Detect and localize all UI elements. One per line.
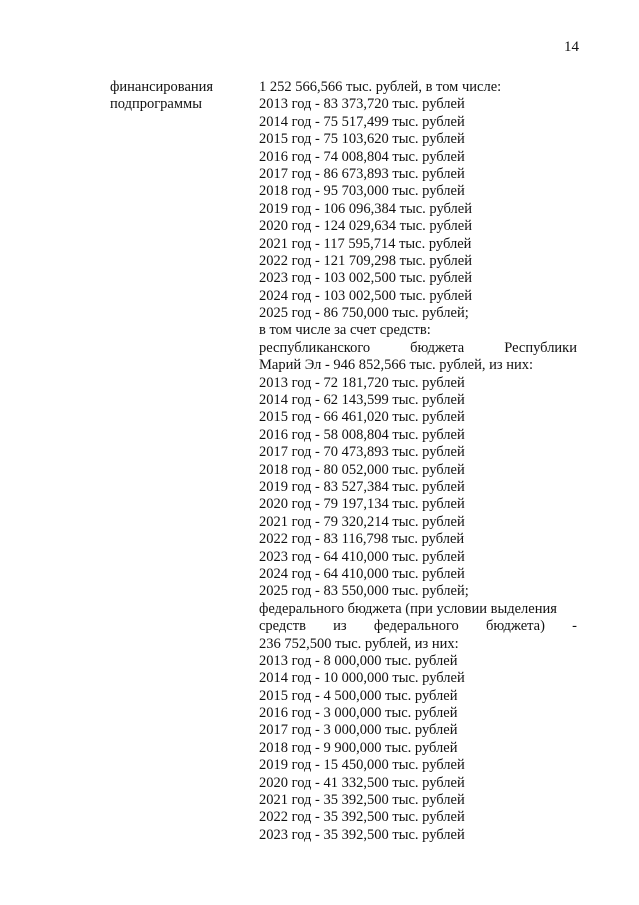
- federal-year-row: 2017 год - 3 000,000 тыс. рублей: [259, 722, 458, 739]
- republican-year-row: 2017 год - 70 473,893 тыс. рублей: [259, 444, 465, 461]
- total-year-row: 2025 год - 86 750,000 тыс. рублей;: [259, 305, 469, 322]
- republican-year-row: 2024 год - 64 410,000 тыс. рублей: [259, 565, 465, 582]
- heading-word: республиканского: [259, 339, 371, 356]
- republican-year-row: 2022 год - 83 116,798 тыс. рублей: [259, 531, 465, 548]
- total-year-row: 2024 год - 103 002,500 тыс. рублей: [259, 287, 472, 304]
- heading-word: бюджета: [410, 339, 465, 356]
- total-year-row: 2015 год - 75 103,620 тыс. рублей: [259, 131, 465, 148]
- federal-budget-heading-cont: [259, 618, 577, 635]
- page-number: 14: [564, 39, 579, 55]
- total-year-row: 2013 год - 83 373,720 тыс. рублей: [259, 96, 465, 113]
- total-year-row: 2016 год - 74 008,804 тыс. рублей: [259, 148, 465, 165]
- federal-year-row: 2015 год - 4 500,000 тыс. рублей: [259, 687, 458, 704]
- republican-year-row: 2014 год - 62 143,599 тыс. рублей: [259, 392, 465, 409]
- republican-year-row: 2020 год - 79 197,134 тыс. рублей: [259, 496, 465, 513]
- federal-year-row: 2022 год - 35 392,500 тыс. рублей: [259, 809, 465, 826]
- federal-budget-total: 236 752,500 тыс. рублей, из них:: [259, 635, 459, 652]
- funding-total: 1 252 566,566 тыс. рублей, в том числе:: [259, 79, 502, 95]
- republican-year-row: 2025 год - 83 550,000 тыс. рублей;: [259, 583, 469, 600]
- heading-word: бюджета): [486, 618, 545, 635]
- republican-by-year-list: [259, 375, 577, 601]
- total-year-row: 2020 год - 124 029,634 тыс. рублей: [259, 218, 472, 235]
- heading-word: федерального: [373, 618, 459, 635]
- federal-year-row: 2018 год - 9 900,000 тыс. рублей: [259, 739, 458, 756]
- republican-year-row: 2023 год - 64 410,000 тыс. рублей: [259, 548, 465, 565]
- federal-year-row: 2023 год - 35 392,500 тыс. рублей: [259, 826, 465, 843]
- republican-year-row: 2019 год - 83 527,384 тыс. рублей: [259, 478, 465, 495]
- republican-year-row: 2015 год - 66 461,020 тыс. рублей: [259, 409, 465, 426]
- row-label-line: подпрограммы: [110, 96, 202, 113]
- republican-budget-total: Марий Эл - 946 852,566 тыс. рублей, из них:: [259, 357, 534, 374]
- total-year-row: 2018 год - 95 703,000 тыс. рублей: [259, 183, 465, 200]
- total-by-year-list: [259, 96, 577, 322]
- federal-budget-heading: федерального бюджета (при условии выделения: [259, 600, 557, 617]
- heading-word: -: [572, 618, 577, 635]
- republican-year-row: 2016 год - 58 008,804 тыс. рублей: [259, 426, 465, 443]
- republican-year-row: 2018 год - 80 052,000 тыс. рублей: [259, 461, 465, 478]
- total-year-row: 2019 год - 106 096,384 тыс. рублей: [259, 200, 472, 217]
- federal-year-row: 2021 год - 35 392,500 тыс. рублей: [259, 792, 465, 809]
- total-year-row: 2021 год - 117 595,714 тыс. рублей: [259, 235, 472, 252]
- total-year-row: 2023 год - 103 002,500 тыс. рублей: [259, 270, 472, 287]
- federal-by-year-list: [259, 653, 577, 844]
- federal-year-row: 2014 год - 10 000,000 тыс. рублей: [259, 670, 465, 687]
- row-label: [110, 79, 250, 114]
- heading-word: Республики: [504, 339, 577, 356]
- funding-details: [259, 79, 577, 844]
- federal-year-row: 2020 год - 41 332,500 тыс. рублей: [259, 774, 465, 791]
- federal-year-row: 2013 год - 8 000,000 тыс. рублей: [259, 652, 458, 669]
- republican-year-row: 2021 год - 79 320,214 тыс. рублей: [259, 513, 465, 530]
- heading-word: средств: [259, 618, 306, 635]
- total-year-row: 2017 год - 86 673,893 тыс. рублей: [259, 165, 465, 182]
- sources-intro: в том числе за счет средств:: [259, 322, 431, 339]
- republican-budget-heading: [259, 340, 577, 357]
- total-year-row: 2022 год - 121 709,298 тыс. рублей: [259, 252, 472, 269]
- republican-year-row: 2013 год - 72 181,720 тыс. рублей: [259, 374, 465, 391]
- heading-word: из: [333, 618, 347, 635]
- total-year-row: 2014 год - 75 517,499 тыс. рублей: [259, 113, 465, 130]
- federal-year-row: 2019 год - 15 450,000 тыс. рублей: [259, 757, 465, 774]
- federal-year-row: 2016 год - 3 000,000 тыс. рублей: [259, 705, 458, 722]
- row-label-line: финансирования: [110, 79, 214, 95]
